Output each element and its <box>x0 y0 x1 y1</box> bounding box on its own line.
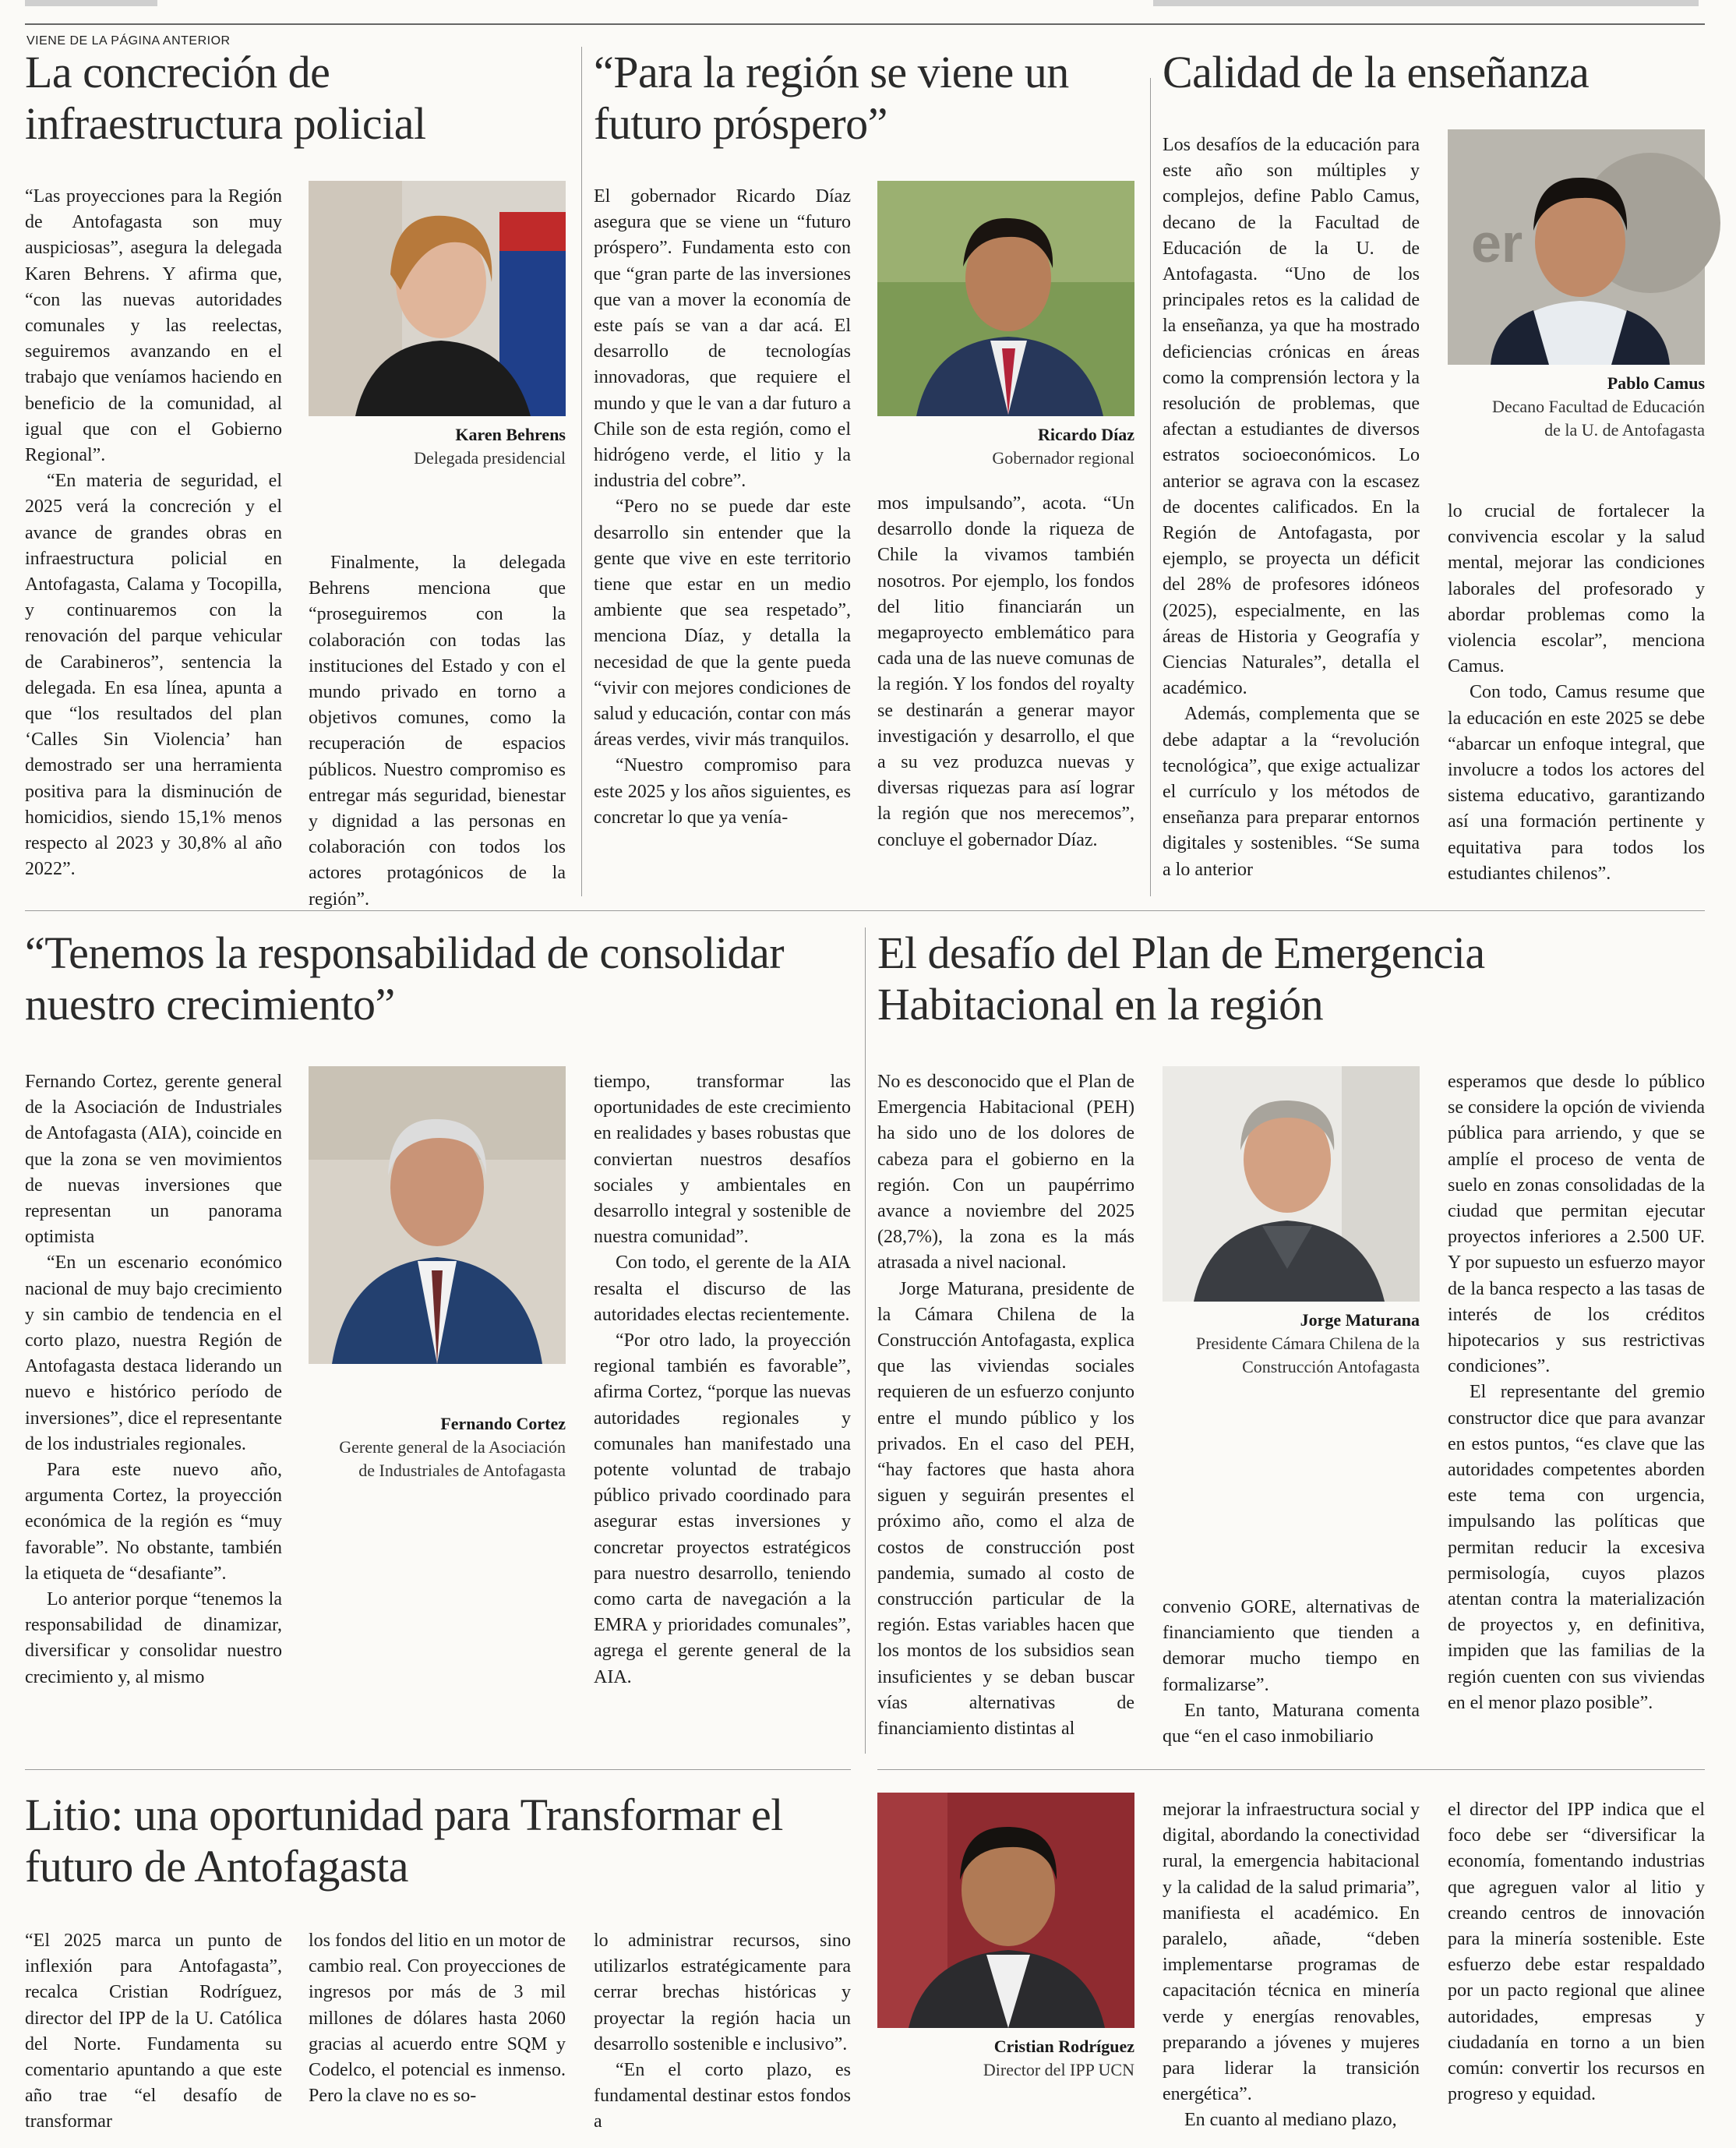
svg-text:er: er <box>1471 213 1523 274</box>
caption-pablo-camus <box>1448 372 1705 442</box>
paragraph: Jorge Maturana, presidente de la Cámara Chilena de la Construcción Antofagasta, explica que las viviendas sociales requieren de un esfuerzo conjunto entre el mundo público y los privados. En el caso del PEH, “hay factores que hasta ahora siguen y seguirán presentes el próximo año, como el alza de costos de construcción post pandemia, sumado al costo de construcción particular de la región. Estas variables hacen que los montos de los subsidios sean insuficientes y se deban buscar vías alternativas de financiamiento distintas al <box>877 1278 1134 1740</box>
caption-role: de Industriales de Antofagasta <box>358 1461 566 1480</box>
caption-role: Gobernador regional <box>992 448 1134 468</box>
paragraph: “En materia de seguridad, el 2025 verá la concreción y el avance de grandes obras en infraestructura policial en Antofagasta, Calama y Tocopilla, y continuaremos con la renovación del parque vehicular de Carabineros”, sentencia la delegada. En esa línea, apunta a que “los resultados del plan ‘Calles Sin Violencia’ han demostrado ser una herramienta positiva para la disminución de homicidios, siendo 15,1% menos respecto al 2023 y 30,8% al año 2022”. <box>25 471 282 880</box>
article-title-futuro-prospero: “Para la región se viene un futuro próspero” <box>594 47 1069 149</box>
caption-name: Karen Behrens <box>455 425 566 444</box>
caption-role: Decano Facultad de Educación <box>1491 397 1705 416</box>
article-column <box>309 1928 566 2115</box>
paragraph: Lo anterior porque “tenemos la responsabilidad de dinamizar, diversificar y consolidar nuestro crecimiento y, al mismo <box>25 1589 282 1687</box>
paragraph: En tanto, Maturana comenta que “en el caso inmobiliario <box>1163 1700 1420 1747</box>
article-title-responsabilidad: “Tenemos la responsabilidad de consolidar nuestro crecimiento” <box>25 927 785 1030</box>
continued-kicker: VIENE DE LA PÁGINA ANTERIOR <box>26 34 231 48</box>
caption-role: Presidente Cámara Chilena de la <box>1195 1334 1420 1353</box>
portrait-fernando-cortez <box>309 1066 566 1364</box>
article-column <box>594 184 851 895</box>
paragraph: En cuanto al mediano plazo, <box>1184 2110 1397 2131</box>
article-column <box>1163 1595 1420 1752</box>
section-divider <box>877 1769 1705 1770</box>
caption-role: Gerente general de la Asociación <box>339 1437 566 1457</box>
column-divider <box>581 47 582 896</box>
article-column <box>309 550 566 910</box>
caption-karen-behrens <box>309 423 566 470</box>
article-column <box>1448 1797 1705 2115</box>
paragraph: Con todo, Camus resume que la educación en este 2025 se debe “abarcar un enfoque integral, que involucre a todos los actores del sistema educativo, garantizando así una formación pertinente y equitativa para todos los estudiantes chilenos”. <box>1448 682 1705 884</box>
page-top-rule <box>25 23 1705 25</box>
section-divider <box>25 910 1705 911</box>
paragraph: convenio GORE, alternativas de financiamiento que tienden a demorar mucho tiempo en formalizarse”. <box>1163 1597 1420 1695</box>
article-title-calidad-ensenanza: Calidad de la enseñanza <box>1163 47 1590 97</box>
portrait-jorge-maturana <box>1163 1066 1420 1302</box>
article-column <box>877 491 1134 895</box>
article-title-litio: Litio: una oportunidad para Transformar el futuro de Antofagasta <box>25 1789 783 1892</box>
paragraph: El gobernador Ricardo Díaz asegura que se viene un “futuro próspero”. Fundamenta esto con que “gran parte de las inversiones que van a mover la economía de este país se van a dar acá. El desarrollo de tecnologías innovadoras, que requiere el mundo y que le van a dar futuro a Chile son de esta región, como el hidrógeno verde, el litio y la industria del cobre”. <box>594 186 851 492</box>
caption-role: Delegada presidencial <box>414 448 566 468</box>
paragraph: “Por otro lado, la proyección regional también es favorable”, afirma Cortez, “porque las nuevas autoridades regionales y comunales han manifestado una potente voluntad de trabajo público privado coordinado para asegurar estas inversiones y concretar proyectos estratégicos para nuestro desarrollo, teniendo como carta de navegación a la EMRA y prioridades comunales”, agrega el gerente general de la AIA. <box>594 1330 851 1687</box>
article-column <box>1448 499 1705 895</box>
article-column <box>25 1928 282 2132</box>
article-column <box>877 1069 1134 1752</box>
paragraph: Los desafíos de la educación para este año son múltiples y complejos, define Pablo Camus, decano de la Facultad de Educación de la U. de Antofagasta. “Uno de los principales retos es la calidad de la enseñanza, ya que ha mostrado deficiencias crónicas en áreas como la comprensión lectora y la resolución de problemas, que afectan a estudiantes de diversos estratos socioeconómicos. Lo anterior se agrava con la escasez de docentes calificados. En la Región de Antofagasta, por ejemplo, se proyecta un déficit del 28% de profesores idóneos (2025), especialmente, en las áreas de Historia y Geografía y Ciencias Naturales”, detalla el académico. <box>1163 135 1420 699</box>
paragraph: Además, complementa que se debe adaptar a la “revolución tecnológica”, que exige actualizar el currículo y los métodos de enseñanza para preparar entornos digitales y sostenibles. “Se suma a lo anterior <box>1163 704 1420 880</box>
caption-role: Construcción Antofagasta <box>1242 1357 1420 1376</box>
paragraph: los fondos del litio en un motor de cambio real. Con proyecciones de ingresos por más de 3 mil millones de dólares hasta 2060 gracias al acuerdo entre SQM y Codelco, el potencial es inmenso. Pero la clave no es so- <box>309 1931 566 2107</box>
paragraph: El representante del gremio constructor dice que para avanzar en estos puntos, “es clave que las autoridades competentes aborden este tema con urgencia, impulsando las políticas que permitan reducir la excesiva permisología, cuyos plazos atentan contra la materialización de proyectos y, en definitiva, impiden que las familias de la región cuenten con sus viviendas en el menor plazo posible”. <box>1448 1382 1705 1713</box>
article-column <box>25 184 282 893</box>
caption-fernando-cortez <box>309 1412 566 1482</box>
portrait-ricardo-diaz <box>877 181 1134 416</box>
portrait-cristian-rodriguez <box>877 1793 1134 2028</box>
paragraph: Fernando Cortez, gerente general de la Asociación de Industriales de Antofagasta (AIA), coincide en que la zona se ven movimientos de nuevas inversiones que representan un panorama optimista <box>25 1072 282 1248</box>
paragraph: No es desconocido que el Plan de Emergencia Habitacional (PEH) ha sido uno de los dolores de cabeza para el gobierno en la región. Con un paupérrimo avance a noviembre del 2025 (28,7%), la zona es la más atrasada a nivel nacional. <box>877 1072 1134 1274</box>
portrait-pablo-camus <box>1448 129 1705 365</box>
paragraph: tiempo, transformar las oportunidades de este crecimiento en realidades y bases robustas que conviertan nuestros desafíos sociales y ambientales en desarrollo integral y sostenible de nuestra comunidad”. <box>594 1072 851 1248</box>
caption-ricardo-diaz <box>877 423 1134 470</box>
caption-name: Pablo Camus <box>1607 373 1705 393</box>
article-column <box>1448 1069 1705 1752</box>
article-title-plan-emergencia: El desafío del Plan de Emergencia Habitacional en la región <box>877 927 1485 1030</box>
paragraph: Para este nuevo año, argumenta Cortez, la proyección económica de la región es “muy favorable”. No obstante, también la etiqueta de “desafiante”. <box>25 1460 282 1584</box>
paragraph: Finalmente, la delegada Behrens menciona que “proseguiremos con la colaboración con todas las instituciones del Estado y con el mundo privado en torno a objetivos comunes, como la recuperación de espacios públicos. Nuestro compromiso es entregar más seguridad, bienestar y dignidad a las personas en colaboración con todos los actores protagónicos de la región”. <box>309 553 566 910</box>
portrait-karen-behrens <box>309 181 566 416</box>
article-column <box>1163 132 1420 895</box>
paragraph: “Nuestro compromiso para este 2025 y los años siguientes, es concretar lo que ya venía- <box>594 755 851 828</box>
caption-name: Fernando Cortez <box>440 1414 566 1433</box>
header-strip-right <box>1153 0 1699 6</box>
article-column <box>1163 1797 1420 2131</box>
caption-name: Cristian Rodríguez <box>993 2037 1134 2056</box>
caption-name: Ricardo Díaz <box>1037 425 1134 444</box>
paragraph: el director del IPP indica que el foco debe ser “diversificar la economía, fomentando industrias que agreguen valor al litio y creando centros de innovación para la minería sostenible. Este esfuerzo debe estar respaldado por un pacto regional que alinee autoridades, empresas y ciudadanía en torno a un bien común: convertir los recursos en progreso y equidad. <box>1448 1800 1705 2105</box>
paragraph: “Las proyecciones para la Región de Antofagasta son muy auspiciosas”, asegura la delegada Karen Behrens. Y afirma que, “con las nuevas autoridades comunales y las reelectas, seguiremos avanzando en el trabajo que veníamos haciendo en beneficio de la comunidad, al igual que con el Gobierno Regional”. <box>25 186 282 466</box>
article-column <box>594 1928 851 2132</box>
paragraph: “En el corto plazo, es fundamental destinar estos fondos a <box>594 2060 851 2132</box>
caption-jorge-maturana <box>1163 1309 1420 1379</box>
column-divider <box>865 927 866 1754</box>
paragraph: “El 2025 marca un punto de inflexión para Antofagasta”, recalca Cristian Rodríguez, director del IPP de la U. Católica del Norte. Fundamenta su comentario apuntando a que este año trae “el desafío de transformar <box>25 1931 282 2132</box>
paragraph: Con todo, el gerente de la AIA resalta el discurso de las autoridades electas recientemente. <box>594 1252 851 1325</box>
paragraph: lo administrar recursos, sino utilizarlos estratégicamente para cerrar brechas históricas y proyectar la región hacia un desarrollo sostenible e inclusivo”. <box>594 1931 851 2054</box>
paragraph: “En un escenario económico nacional de muy bajo crecimiento y sin cambio de tendencia en el corto plazo, nuestra Región de Antofagasta destaca liderando un nuevo e histórico período de inversiones”, dice el representante de los industriales regionales. <box>25 1252 282 1454</box>
paragraph: lo crucial de fortalecer la convivencia escolar y la salud mental, mejorar las condiciones laborales del profesorado y abordar problemas como la violencia escolar”, menciona Camus. <box>1448 501 1705 677</box>
article-title-infraestructura: La concreción de infraestructura policial <box>25 47 426 149</box>
article-column <box>25 1069 282 1752</box>
paragraph: mejorar la infraestructura social y digital, abordando la conectividad rural, la emergencia habitacional y la calidad de la salud primaria”, manifiesta el académico. En paralelo, añade, “deben implementarse programas de capacitación técnica en minería verde y energías renovables, preparando a jóvenes y mujeres para liderar la transición energética”. <box>1163 1800 1420 2105</box>
caption-role: Director del IPP UCN <box>983 2060 1134 2079</box>
header-strip-left <box>25 0 157 6</box>
caption-role: de la U. de Antofagasta <box>1544 420 1705 440</box>
section-divider <box>25 1769 851 1770</box>
caption-name: Jorge Maturana <box>1300 1310 1420 1330</box>
paragraph: “Pero no se puede dar este desarrollo sin entender que la gente que vive en este territorio tiene que estar en un medio ambiente que sea respetado”, menciona Díaz, y detalla la necesidad de que la gente pueda “vivir con mejores condiciones de salud y educación, contar con más áreas verdes, vivir más tranquilos. <box>594 496 851 751</box>
paragraph: mos impulsando”, acota. “Un desarrollo donde la riqueza de Chile la vivamos también nosotros. Por ejemplo, los fondos del litio financiarán un megaproyecto emblemático para cada una de las nueve comunas de la región. Y los fondos del royalty se destinarán a generar mayor investigación y desarrollo, el que a su vez produzca nuevas y diversas riquezas para así lograr la región que nos merecemos”, concluye el gobernador Díaz. <box>877 493 1134 850</box>
caption-cristian-rodriguez <box>877 2035 1134 2082</box>
article-column <box>594 1069 851 1752</box>
paragraph: esperamos que desde lo público se considere la opción de vivienda pública para arriendo, y que se amplíe el proceso de venta de suelo en zonas consolidadas de la ciudad que permitan ejecutar proyectos inferiores a 2.500 UF. Y por supuesto un esfuerzo mayor de la banca respecto a las tasas de interés de los créditos hipotecarios y sus restrictivas condiciones”. <box>1448 1072 1705 1377</box>
column-divider <box>1150 78 1151 896</box>
